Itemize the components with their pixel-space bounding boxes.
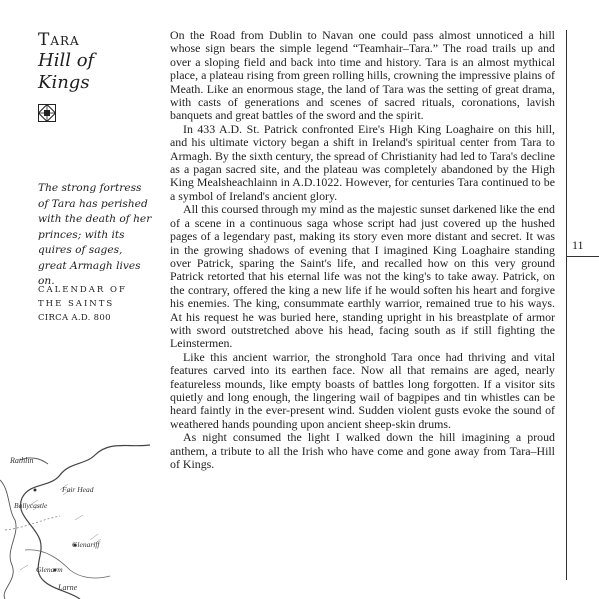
map-label: Glenariff (72, 540, 100, 549)
map-label: Rathlin (10, 456, 34, 465)
map-label: Glenarm (36, 565, 63, 574)
paragraph: As night consumed the light I walked down the hill imagining a proud anthem, a tribute to all the Irish who have come and gone away from Tara–Hill of Kings. (170, 430, 555, 471)
source-line-1: CALENDAR OF (38, 285, 127, 295)
paragraph: All this coursed through my mind as the majestic sunset darkened like the end of a scene in a continuous saga whose script had just covered up the hushed pages of a legendary past, making its story even more distant and secret. It was in the growing shadows of evening that I imagined King Loaghaire standing over Patrick, sparing the Saint's life, and recalled how on this very ground Patrick retorted that his eternal life was not the king's to take away. Patrick, on the contrary, offered the king a new life if he would soften his heart and forgive his enemies. The king, consummate earthly warrior, remained true to his ways. At his request he was buried here, standing upright in his breastplate of armor with sword outstretched above his head, facing south as if still fighting the Leinstermen. (170, 202, 555, 351)
epigraph-source (38, 283, 154, 325)
paragraph: Like this ancient warrior, the stronghold Tara once had thriving and vital features carved into its earthen face. Now all that remains are aged, nearly featureless mounds, like empty boasts of battles long forgotten. If a visitor sits quietly and long enough, the lingering wail of bagpipes and tin whistles can be heard faintly in the ever-present wind. Sudden violent gusts evoke the sound of weathered hands pounding upon ancient sheep-skin drums. (170, 349, 555, 431)
sidebar-heading (38, 30, 148, 126)
antique-map-illustration (0, 420, 150, 599)
source-line-3: CIRCA A.D. 800 (38, 313, 111, 323)
chapter-title: Tara (38, 30, 80, 50)
celtic-knot-icon (38, 104, 56, 122)
margin-rule-horizontal (566, 256, 599, 257)
map-label: Fair Head (62, 485, 94, 494)
paragraph: In 433 A.D. St. Patrick confronted Eire's High King Loaghaire on this hill, and his ultimate victory began a shift in Ireland's spiritual center from Tara to Armagh. By the sixth century, the spread of Christianity had led to Tara's decline as a pagan sacred site, and the plateau was completely abandoned by the High King Mealsheachlainn in A.D.1022. However, for centuries Tara continued to be a symbol of Ireland's ancient glory. (170, 121, 555, 203)
source-line-2: THE SAINTS (38, 299, 115, 309)
map-label: Ballycastle (14, 501, 48, 510)
epigraph-quote: The strong fortress of Tara has perished with the death of her princes; with its quires of sages, great Armagh lives on. (38, 182, 152, 287)
chapter-subtitle: Hill of Kings (38, 50, 95, 93)
paragraph: On the Road from Dublin to Navan one could pass almost unnoticed a hill whose sign bears the simple legend “Teamhair–Tara.” The road trails up and over a sloping field and back into time and history. Tara is an almost mythical place, a plateau rising from green rolling hills, crowning the impressive plains of Meath. Like an enormous stage, the land of Tara was the setting of great drama, with casts of generations and scenes of sacred rituals, coronations, lavish banquets and great battles of the sword and the spirit. (170, 28, 555, 123)
map-label: Larne (58, 583, 78, 592)
article-body (170, 29, 555, 471)
page-number: 11 (572, 238, 584, 252)
margin-rule-vertical (566, 30, 567, 580)
